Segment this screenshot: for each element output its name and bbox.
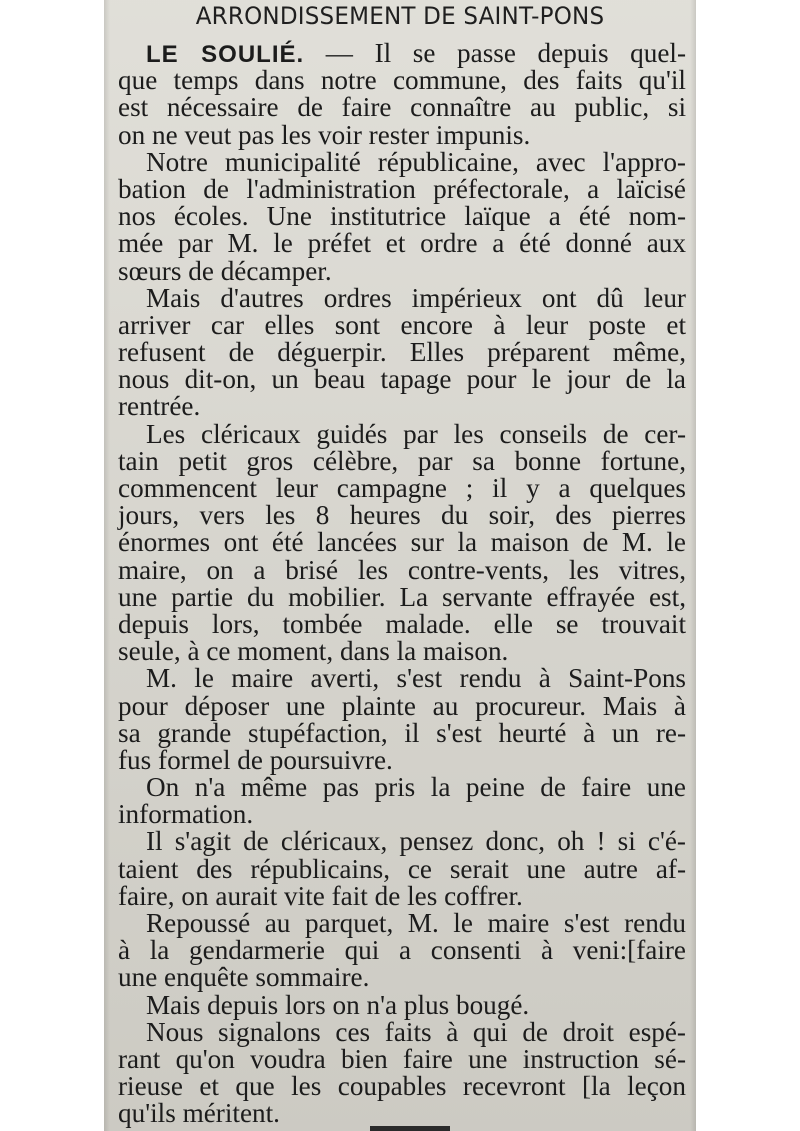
article-line: Repoussé au parquet, M. le maire s'est rendu [146,908,686,938]
article-line: fus formel de poursuivre. [118,744,393,775]
article-paragraph [118,828,686,910]
article-line: Nous signalons ces faits à qui de droit espé- [146,1016,686,1047]
article-line: sa grande stupéfaction, il s'est heurté à un re- [118,717,686,748]
article-paragraph [118,146,686,286]
article-paragraph [118,418,686,667]
article-line: à la gendarmerie qui a consenti à veni:[faire [118,935,686,966]
article-line: pour déposer une plainte au procureur. Mais à [118,690,686,721]
article-paragraph [118,665,686,774]
article-line-text: — Il se passe depuis quel- [325,38,686,68]
article-paragraph [118,282,686,422]
article-line: Les cléricaux guidés par les conseils de cer- [146,418,686,449]
article-line: nous dit-on, un beau tapage pour le jour de la [118,364,686,395]
article-line: rieuse et que les coupables recevront [la leçon [118,1071,686,1102]
article-paragraph [118,1016,686,1129]
article-line: une partie du mobilier. La servante effrayée est, [118,581,686,612]
article-line: M. le maire averti, s'est rendu à Saint-Pons [146,663,686,694]
article-line: énormes ont été lancées sur la maison de M. le [118,527,686,558]
article-line: faire, on aurait vite fait de les coffrer. [118,880,523,911]
article-line: taient des républicains, ce serait une autre af- [118,853,686,884]
article-body [118,40,686,1128]
article-line: nos écoles. Une institutrice laïque a été nom- [118,201,686,232]
article-line: Il s'agit de cléricaux, pensez donc, oh ! si c'é- [146,826,686,857]
section-heading: ARRONDISSEMENT DE SAINT-PONS [195,2,605,30]
article-line: refusent de déguerpir. Elles préparent même, [118,337,686,368]
newspaper-clipping [104,0,696,1131]
article-line: jours, vers les 8 heures du soir, des pierres [118,500,686,531]
article-line: que temps dans notre commune, des faits qu'il [118,65,686,96]
article-line: bation de l'administration préfectorale, a laïcisé [118,173,686,204]
article-line: est nécessaire de faire connaître au public, si [118,92,686,123]
article-line: arriver car elles sont encore à leur poste et [118,309,686,340]
article-line: Mais depuis lors on n'a plus bougé. [146,989,530,1020]
article-line: information. [118,799,254,830]
article-line: on ne veut pas les voir rester impunis. [118,119,531,150]
article-line: une enquête sommaire. [118,962,370,993]
article-line: rentrée. [118,391,201,422]
article-line: mée par M. le préfet et ordre a été donné aux [118,228,686,259]
article-line: qu'ils méritent. [118,1098,280,1129]
article-lead: LE SOULIÉ. [146,41,305,68]
article-line: seule, à ce moment, dans la maison. [118,636,509,667]
article-line: depuis lors, tombée malade. elle se trouvait [118,608,686,639]
article-line: Mais d'autres ordres impérieux ont dû leur [146,282,686,313]
article-line: Notre municipalité républicaine, avec l'appro- [146,146,686,177]
bottom-rule [370,1126,450,1131]
article-paragraph [118,989,686,1020]
article-line: sœurs de décamper. [118,255,332,286]
article-paragraph [118,774,686,828]
article-line: On n'a même pas pris la peine de faire une [146,772,686,803]
article-line: maire, on a brisé les contre-vents, les vitres, [118,554,686,585]
article-paragraph [118,40,686,149]
article-line [118,40,686,67]
article-line: tain petit gros célèbre, par sa bonne fortune, [118,445,686,476]
article-line: rant qu'on voudra bien faire une instruction sé- [118,1043,686,1074]
article-paragraph [118,910,686,992]
article-line: commencent leur campagne ; il y a quelques [118,473,686,503]
